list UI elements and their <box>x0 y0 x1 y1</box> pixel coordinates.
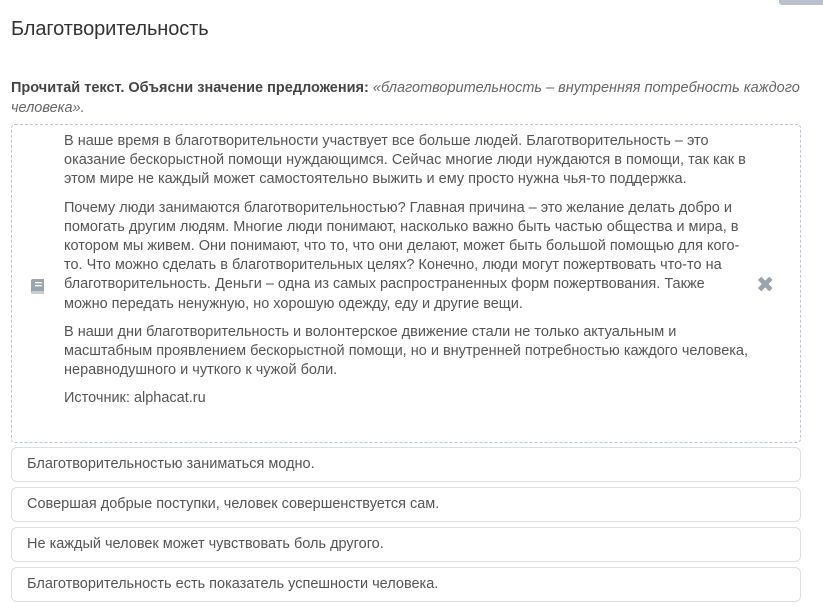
instruction-quote: «благотворительность – внутренняя потребность каждого человека». <box>11 80 800 116</box>
book-icon <box>28 277 48 297</box>
text-body <box>64 132 749 418</box>
close-icon[interactable]: ✖ <box>756 272 775 297</box>
text-paragraph: В наше время в благотворительности участвует все больше людей. Благотворительность – это оказание бескорыстной помощи нуждающимся. Сейчас многие люди нуждаются в помощи, так как в этом мире не каждый может самостоятельно выжить и ему просто нужна чья-то поддержка. <box>64 133 746 188</box>
answer-option[interactable]: Не каждый человек может чувствовать боль другого. <box>11 527 801 562</box>
page-title: Благотворительность <box>11 18 209 40</box>
top-corner-tab <box>779 0 823 5</box>
answer-option[interactable]: Благотворительностью заниматься модно. <box>11 447 801 482</box>
text-source: Источник: alphacat.ru <box>64 390 206 407</box>
answer-option[interactable]: Совершая добрые поступки, человек совершенствуется сам. <box>11 487 801 522</box>
answer-option[interactable]: Благотворительность есть показатель успешности человека. <box>11 567 801 602</box>
reading-text-card <box>11 124 801 443</box>
text-paragraph: Почему люди занимаются благотворительностью? Главная причина – это желание делать добро и помогать другим людям. Многие люди понимают, насколько важно быть частью общества и мира, в котором мы живем. Они понимают, что то, что они делают, может быть большой помощью для кого-то. Что можно сделать в благотворительных целях? Конечно, люди могут пожертвовать что-то на благотворительность. Деньги – одна из самых распространенных форм пожертвования. Также можно передать ненужную, но хорошую одежду, еду и другие вещи. <box>64 199 740 312</box>
instruction-bold: Прочитай текст. Объясни значение предложения: <box>11 80 369 96</box>
text-paragraph: В наши дни благотворительность и волонтерское движение стали не только актуальным и масштабным проявлением бескорыстной помощи, но и внутренней потребностью каждого человека, неравнодушного и чуткого к чужой боли. <box>64 323 749 379</box>
task-instruction <box>11 78 801 118</box>
